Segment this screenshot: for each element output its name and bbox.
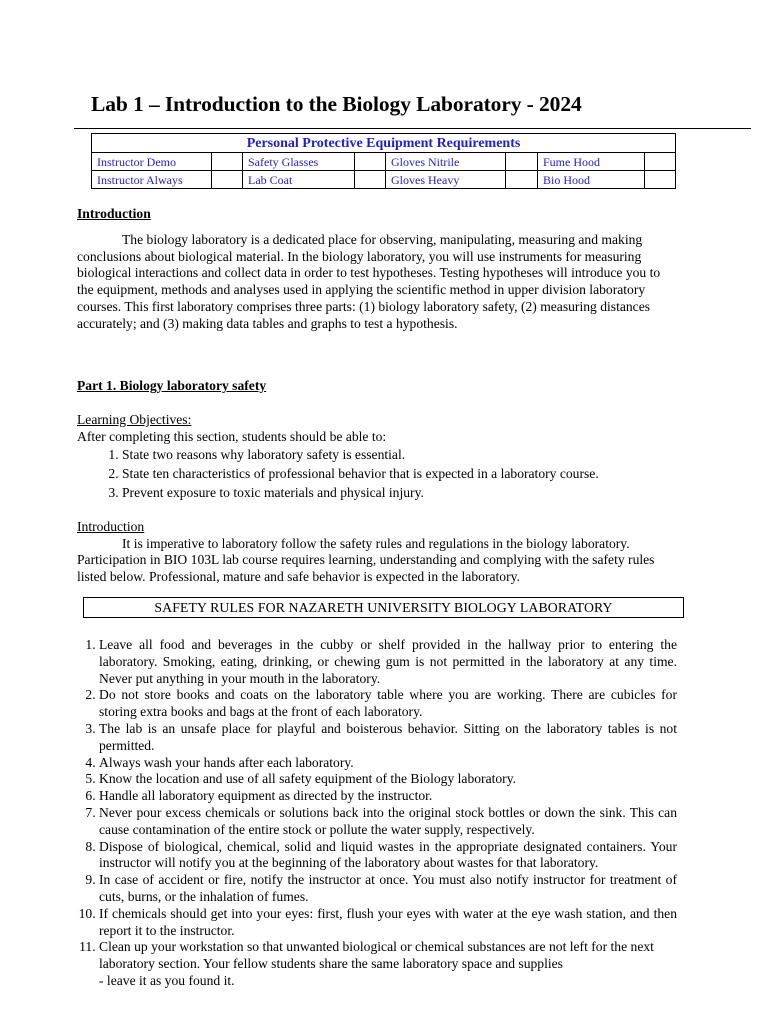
ppe-item: Instructor Always	[92, 171, 212, 189]
list-item: 2. State ten characteristics of professional behavior that is expected in a laboratory course.	[122, 466, 677, 483]
list-item: 7. Never pour excess chemicals or solutions back into the original stock bottles or down the sink. This can cause contamination of the entire stock or pollute the water supply, respectively.	[99, 805, 677, 839]
list-item: 10. If chemicals should get into your eyes: first, flush your eyes with water at the eye wash station, and then report it to the instructor.	[99, 906, 677, 940]
list-item: 4. Always wash your hands after each laboratory.	[99, 755, 677, 772]
ppe-table-heading: Personal Protective Equipment Requirements	[92, 134, 676, 153]
ppe-checkbox-cell	[645, 171, 676, 189]
rule-continuation: - leave it as you found it.	[99, 972, 235, 988]
list-item: 8. Dispose of biological, chemical, solid and liquid wastes in the appropriate designated containers. Your instructor will notify you at the beginning of the laboratory about wastes for that laboratory.	[99, 839, 677, 873]
ppe-row	[92, 171, 676, 189]
list-item: 1. State two reasons why laboratory safety is essential.	[122, 447, 677, 464]
ppe-item: Bio Hood	[538, 171, 645, 189]
ppe-item: Gloves Nitrile	[386, 153, 506, 171]
ppe-requirements-table	[91, 133, 676, 189]
list-item: 9. In case of accident or fire, notify the instructor at once. You must also notify instructor for treatment of cuts, burns, or the inhalation of fumes.	[99, 872, 677, 906]
introduction-heading: Introduction	[77, 206, 151, 221]
learning-objectives-heading: Learning Objectives:	[77, 411, 192, 427]
title-divider	[74, 128, 751, 129]
list-item: 3. The lab is an unsafe place for playful and boisterous behavior. Sitting on the laboratory tables is not permitted.	[99, 721, 677, 755]
part1-introduction-heading: Introduction	[77, 518, 145, 534]
ppe-checkbox-cell	[645, 153, 676, 171]
list-item: 1. Leave all food and beverages in the cubby or shelf provided in the hallway prior to entering the laboratory. Smoking, eating, drinking, or chewing gum is not permitted in the laboratory at any time. Never put anything in your mouth in the laboratory.	[99, 637, 677, 687]
list-item	[99, 939, 677, 989]
ppe-checkbox-cell	[355, 153, 386, 171]
list-item: 2. Do not store books and coats on the laboratory table where you are working. There are cubicles for storing extra books and bags at the front of each laboratory.	[99, 687, 677, 721]
rule-text: Clean up your workstation so that unwanted biological or chemical substances are not left for the next laboratory section. Your fellow students share the same laboratory space and supplies	[99, 939, 654, 972]
ppe-item: Fume Hood	[538, 153, 645, 171]
ppe-item: Instructor Demo	[92, 153, 212, 171]
part1-section	[77, 378, 677, 586]
ppe-item: Gloves Heavy	[386, 171, 506, 189]
ppe-checkbox-cell	[506, 171, 538, 189]
ppe-checkbox-cell	[212, 171, 243, 189]
ppe-checkbox-cell	[212, 153, 243, 171]
list-item: 5. Know the location and use of all safety equipment of the Biology laboratory.	[99, 771, 677, 788]
ppe-checkbox-cell	[355, 171, 386, 189]
list-item: 6. Handle all laboratory equipment as directed by the instructor.	[99, 788, 677, 805]
learning-objectives-lead: After completing this section, students should be able to:	[77, 428, 387, 444]
list-item: 3. Prevent exposure to toxic materials and physical injury.	[122, 485, 677, 502]
learning-objectives-list	[77, 447, 677, 501]
part1-introduction-paragraph: It is imperative to laboratory follow the safety rules and regulations in the biology laboratory. Participation in BIO 103L lab course requires learning, understanding and complying with the safety rules listed below. Professional, mature and safe behavior is expected in the laboratory.	[77, 535, 655, 585]
ppe-checkbox-cell	[506, 153, 538, 171]
ppe-item: Lab Coat	[243, 171, 355, 189]
introduction-section	[77, 206, 677, 333]
introduction-paragraph: The biology laboratory is a dedicated place for observing, manipulating, measuring and making conclusions about biological material. In the biology laboratory, you will use instruments for measuring biological interactions and collect data in order to test hypotheses. Testing hypotheses will introduce you to the equipment, methods and analyses used in applying the scientific method in upper division laboratory courses. This first laboratory comprises three parts: (1) biology laboratory safety, (2) measuring distances accurately; and (3) making data tables and graphs to test a hypothesis.	[77, 231, 661, 331]
safety-rules-section	[77, 637, 677, 990]
ppe-item: Safety Glasses	[243, 153, 355, 171]
safety-rules-list	[77, 637, 677, 990]
document-title: Lab 1 – Introduction to the Biology Laboratory - 2024	[91, 92, 582, 116]
part1-heading: Part 1. Biology laboratory safety	[77, 378, 267, 393]
ppe-row	[92, 153, 676, 171]
safety-rules-title-box: SAFETY RULES FOR NAZARETH UNIVERSITY BIOLOGY LABORATORY	[83, 597, 684, 618]
